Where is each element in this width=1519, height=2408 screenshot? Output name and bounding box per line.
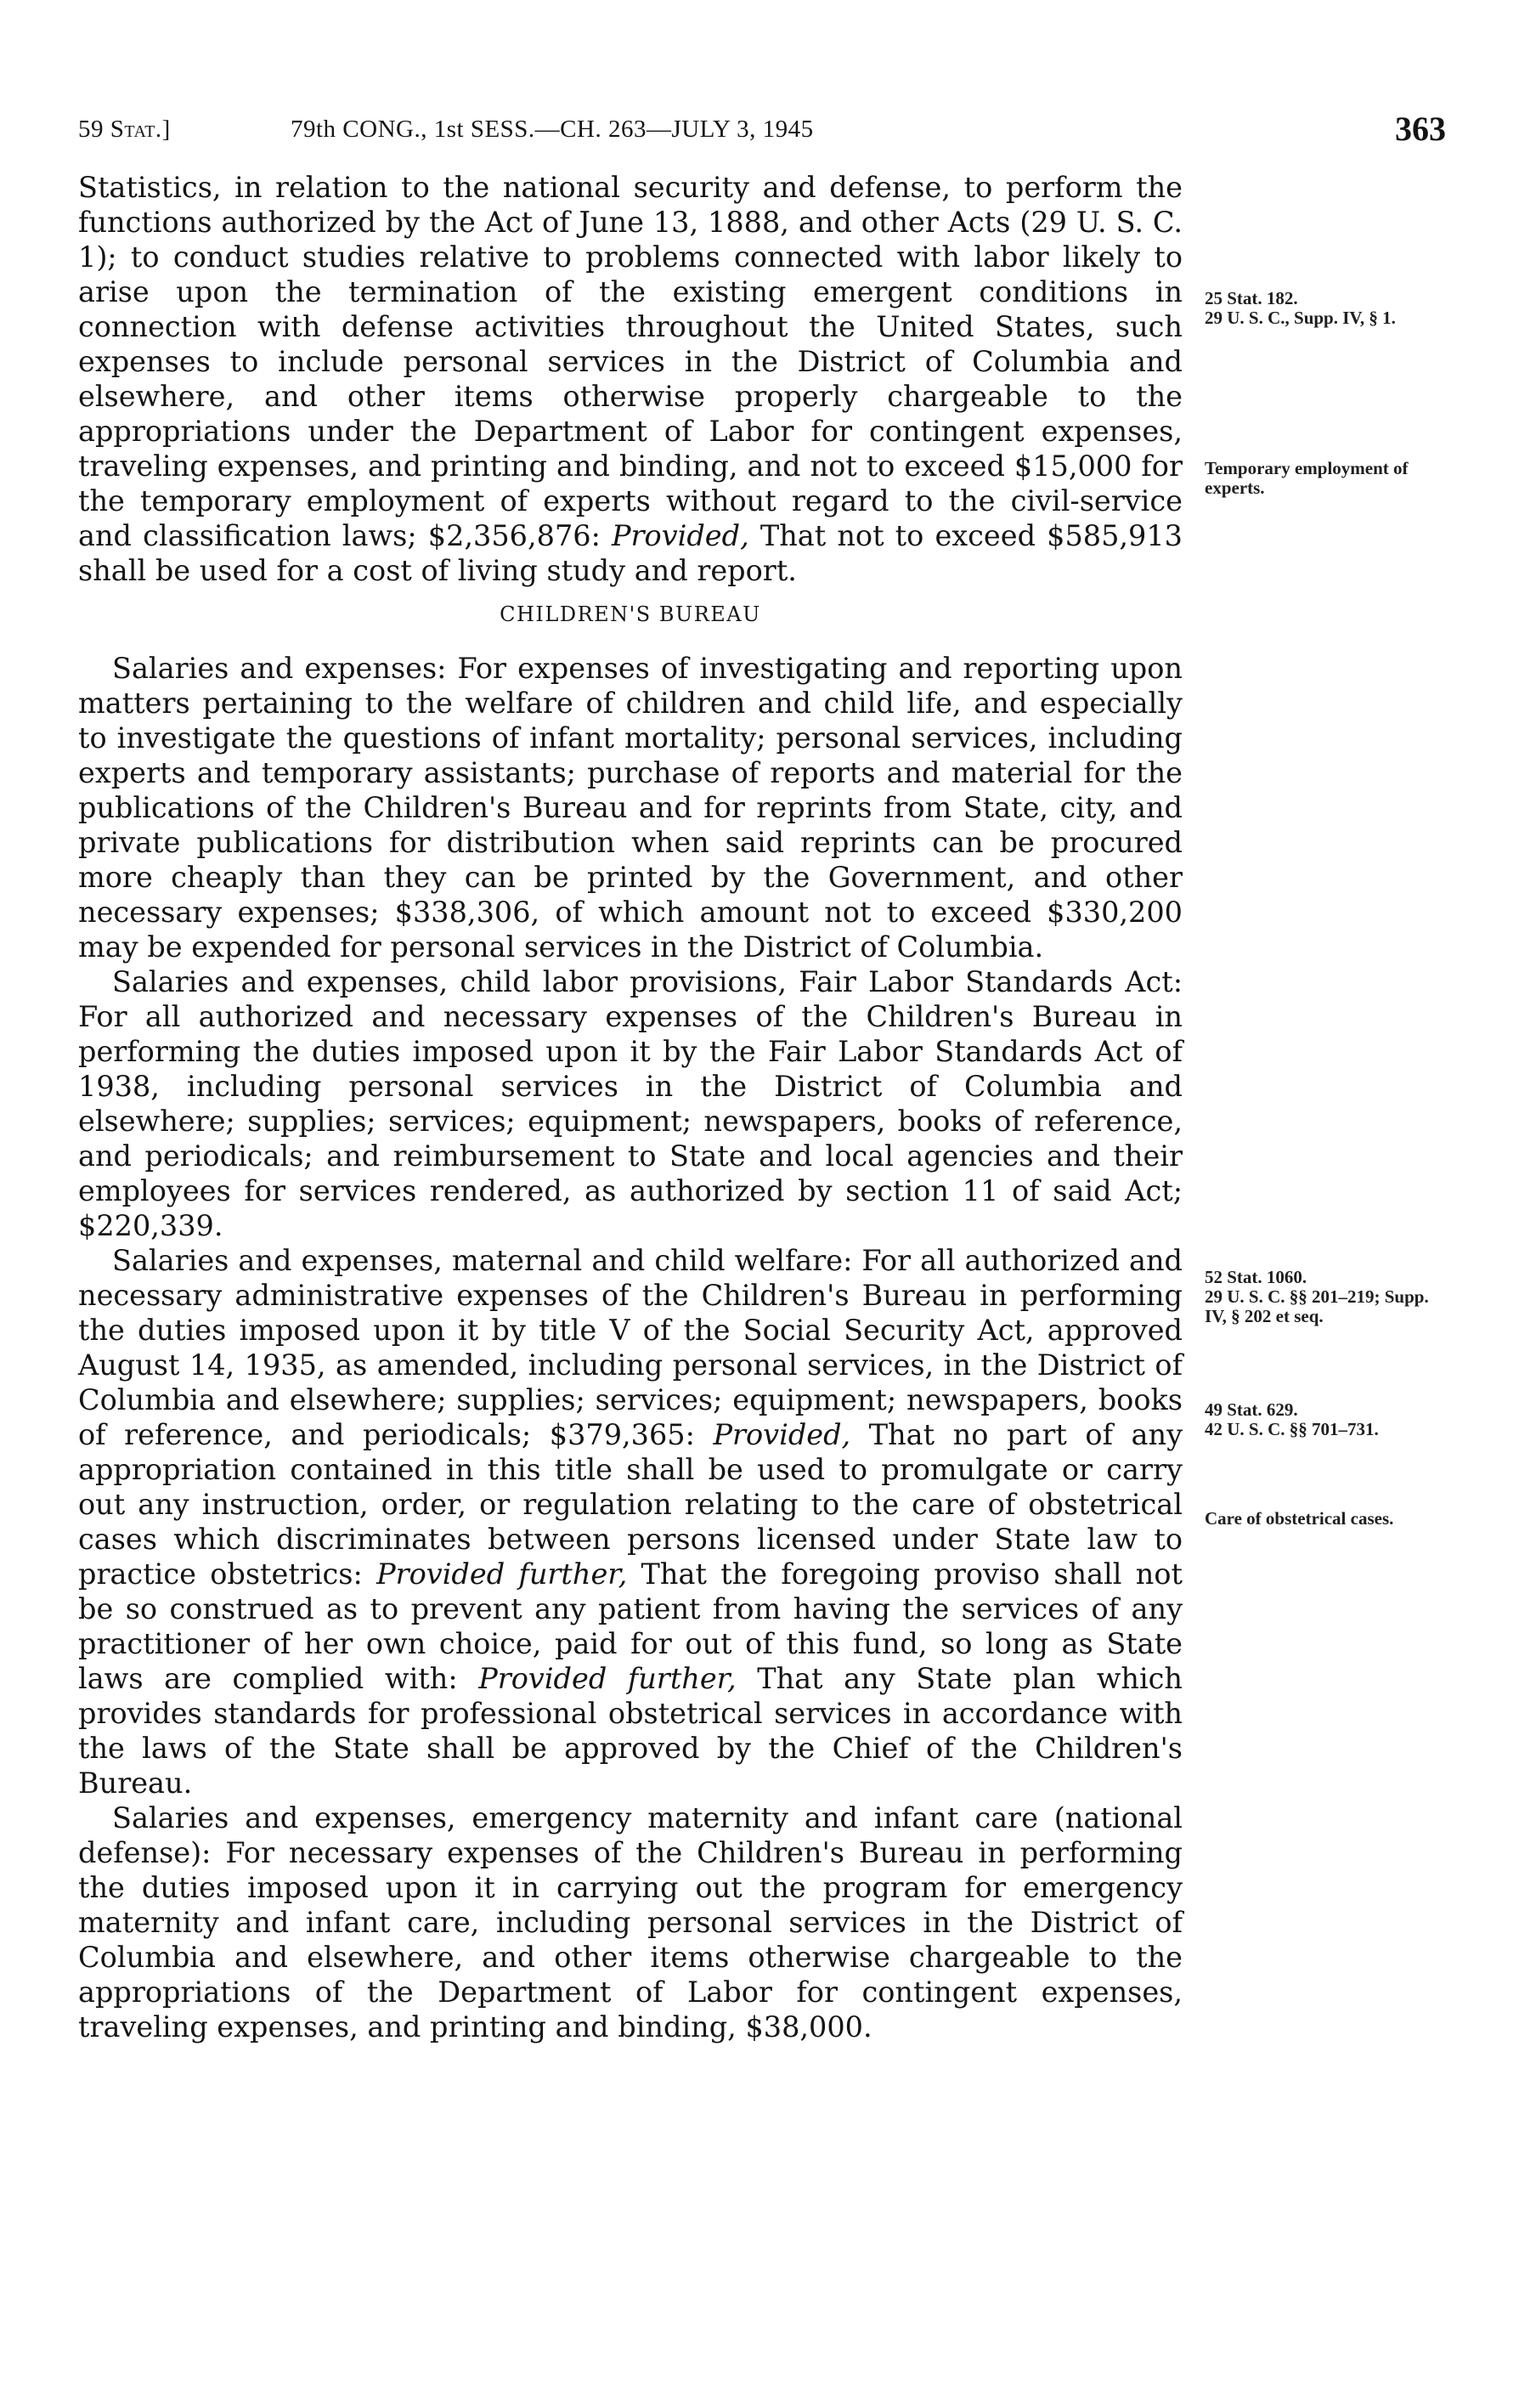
italic-proviso: Provided, (713, 1418, 851, 1451)
note-text: Care of obstetrical cases. (1205, 1508, 1394, 1529)
running-header (78, 109, 1446, 151)
paragraph-text: That not to exceed $585,913 shall be used for a cost of living study and report. (78, 519, 1183, 587)
paragraph-emergency-maternity: Salaries and expenses, emergency maternity and infant care (national defense): For necessary expenses of the Children's Bureau in performing the duties imposed upon it in carrying out the program for emergency maternity and infant care, including personal services in the District of Columbia and elsewhere, and other items otherwise chargeable to the appropriations of the Department of Labor for contingent expenses, traveling expenses, and printing and binding, $38,000. (78, 1801, 1183, 2043)
session-line: 79th CONG., 1st SESS.—CH. 263—JULY 3, 1945 (291, 116, 814, 143)
paragraph-text: Statistics, in relation to the national security and defense, to perform the functions authorized by the Act of June 13, 1888, and other Acts (29 U. S. C. 1); to conduct studies relative to problems connected with labor likely to arise upon the termination of the existing emergent conditions in connection with defense activities throughout the United States, such expenses to include personal services in the District of Columbia and elsewhere, and other items otherwise properly chargeable to the appropriations under the Department of Labor for contingent expenses, traveling expenses, and printing and binding, and not to exceed $15,000 for the temporary employment of experts without regard to the civil-service and classification laws; $2,356,876: (78, 171, 1183, 552)
volume-citation: 59 Stat.] (78, 116, 171, 143)
italic-proviso: Provided further, (478, 1662, 737, 1695)
main-text-column (78, 170, 1183, 2044)
paragraph-text: That any State plan which provides standards for professional obstetrical services in accordance with the laws of the State shall be approved by the Chief of the Children's Bureau. (78, 1662, 1183, 1800)
paragraph-maternal-child-welfare (78, 1243, 1183, 1800)
margin-note-statute-3 (1205, 1400, 1417, 1439)
note-text: 29 U. S. C. §§ 201–219; Supp. IV, § 202 et seq. (1205, 1286, 1429, 1326)
paragraph-text: That no part of any appropriation contained in this title shall be used to promulgate or carry out any instruction, order, or regulation relating to the care of obstetrical cases which discriminates between persons licensed under State law to practice obstetrics: (78, 1418, 1183, 1591)
section-heading: CHILDREN'S BUREAU (500, 602, 761, 626)
note-text: 52 Stat. 1060. (1205, 1267, 1307, 1287)
note-text: Temporary employment of experts. (1205, 458, 1409, 498)
note-text: 29 U. S. C., Supp. IV, § 1. (1205, 308, 1396, 328)
italic-proviso: Provided further, (376, 1557, 628, 1591)
margin-note-temporary-employment (1205, 459, 1417, 498)
paragraph-child-labor: Salaries and expenses, child labor provisions, Fair Labor Standards Act: For all authorized and necessary expenses of the Children's Bureau in performing the duties imposed upon it by the Fair Labor Standards Act of 1938, including personal services in the District of Columbia and elsewhere; supplies; services; equipment; newspapers, books of reference, and periodicals; and reimbursement to State and local agencies and their employees for services rendered, as authorized by section 11 of said Act; $220,339. (78, 965, 1183, 1242)
paragraph-text: That the foregoing proviso shall not be so construed as to prevent any patient from having the services of any practitioner of her own choice, paid for out of this fund, so long as State laws are complied with: (78, 1557, 1183, 1695)
margin-note-statute-1 (1205, 289, 1451, 328)
italic-proviso: Provided, (612, 519, 749, 552)
paragraph-text: Salaries and expenses, maternal and child welfare: For all authorized and necessary administrative expenses of the Children's Bureau in performing the duties imposed upon it by title V of the Social Security Act, approved August 14, 1935, as amended, including personal services, in the District of Columbia and elsewhere; supplies; services; equipment; newspapers, books of reference, and periodicals; $379,365: (78, 1244, 1183, 1451)
note-text: 25 Stat. 182. (1205, 288, 1298, 308)
paragraph-statistics (78, 170, 1183, 588)
page-number: 363 (1395, 110, 1446, 148)
margin-note-obstetrical-cases (1205, 1509, 1417, 1529)
margin-note-statute-2 (1205, 1268, 1451, 1326)
paragraph-salaries-expenses: Salaries and expenses: For expenses of investigating and reporting upon matters pertaining to the welfare of children and child life, and especially to investigate the questions of infant mortality; personal services, including experts and temporary assistants; purchase of reports and material for the publications of the Children's Bureau and for reprints from State, city, and private publications for distribution when said reprints can be procured more cheaply than they can be printed by the Government, and other necessary expenses; $338,306, of which amount not to exceed $330,200 may be expended for personal services in the District of Columbia. (78, 652, 1183, 964)
note-text: 42 U. S. C. §§ 701–731. (1205, 1419, 1379, 1439)
note-text: 49 Stat. 629. (1205, 1399, 1298, 1420)
